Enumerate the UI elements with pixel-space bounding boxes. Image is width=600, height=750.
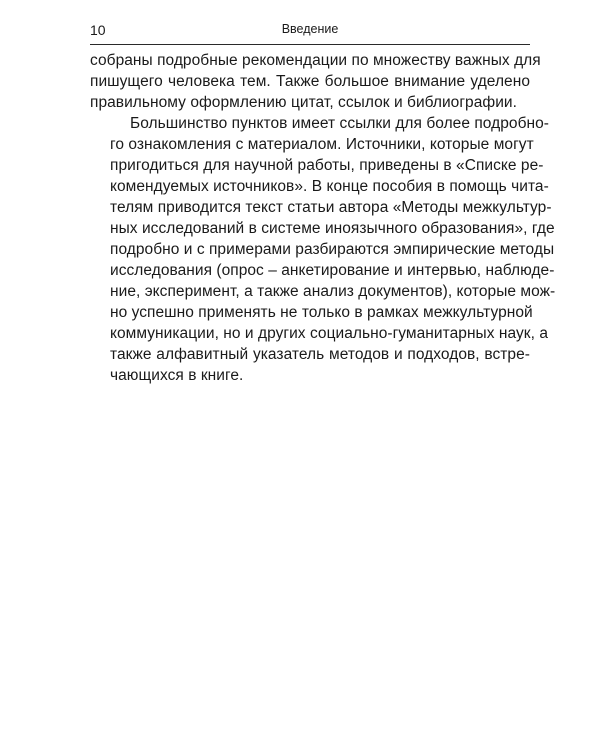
text-line: комендуемых источников». В конце пособия в помощь чита- xyxy=(110,178,549,195)
header-divider xyxy=(90,44,530,45)
text-line: ных исследований в системе иноязычного образования», где xyxy=(110,220,555,237)
text-line: пишущего человека тем. Также большое внимание уделено xyxy=(90,73,530,90)
text-line: правильному оформлению цитат, ссылок и библиографии. xyxy=(90,94,517,111)
body-text xyxy=(90,50,556,386)
text-line: ние, эксперимент, а также анализ документов), которые мож- xyxy=(110,283,556,300)
paragraph-2 xyxy=(90,113,556,386)
text-line: подробно и с примерами разбираются эмпирические методы xyxy=(110,241,555,258)
page-number: 10 xyxy=(90,22,106,38)
text-line: Большинство пунктов имеет ссылки для более подробно- xyxy=(130,115,549,132)
text-line: пригодиться для научной работы, приведены в «Списке ре- xyxy=(110,157,544,174)
text-line: но успешно применять не только в рамках межкультурной xyxy=(110,304,533,321)
page-header xyxy=(90,20,530,42)
text-line: телям приводится текст статьи автора «Методы межкультур- xyxy=(110,199,552,216)
running-title: Введение xyxy=(281,22,339,36)
text-line: исследования (опрос – анкетирование и интервью, наблюде- xyxy=(110,262,555,279)
text-line: собраны подробные рекомендации по множеству важных для xyxy=(90,52,541,69)
text-line: коммуникации, но и других социально-гуманитарных наук, а xyxy=(110,325,549,342)
text-line: также алфавитный указатель методов и подходов, встре- xyxy=(110,346,530,363)
paragraph-1 xyxy=(90,50,541,113)
text-line: го ознакомления с материалом. Источники, которые могут xyxy=(110,136,534,153)
text-line: чающихся в книге. xyxy=(110,367,244,384)
